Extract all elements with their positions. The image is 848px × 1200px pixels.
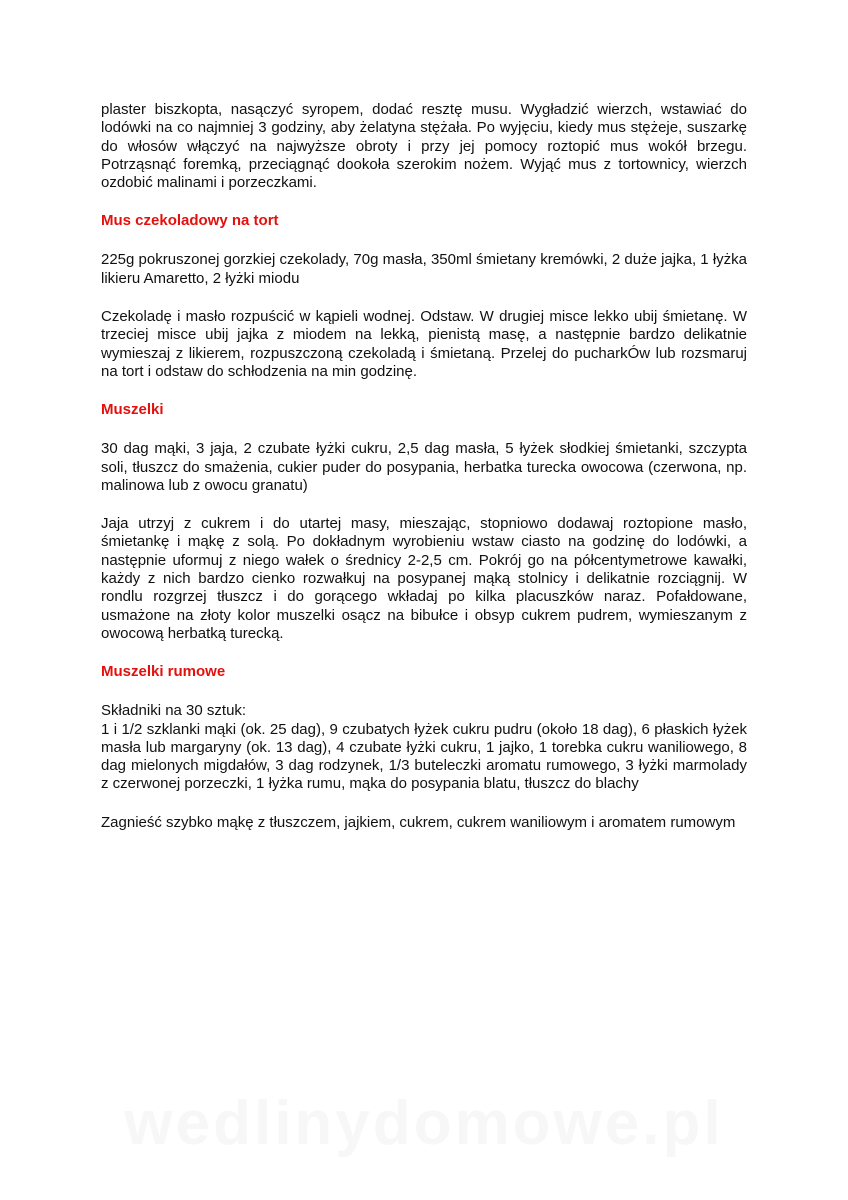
intro-paragraph: plaster biszkopta, nasączyć syropem, dodać resztę musu. Wygładzić wierzch, wstawiać do lodówki na co najmniej 3 godziny, aby żelatyna stężała. Po wyjęciu, kiedy mus stężeje, suszarkę do włosów włączyć na najwyższe obroty i przy jej pomocy roztopić mus wokół brzegu. Potrząsnąć foremką, przeciągnąć dookoła szerokim nożem. Wyjąć mus z tortownicy, wierzch ozdobić malinami i porzeczkami. [101,101,747,192]
muszelki-ingredients: 30 dag mąki, 3 jaja, 2 czubate łyżki cukru, 2,5 dag masła, 5 łyżek słodkiej śmietanki, szczypta soli, tłuszcz do smażenia, cukier puder do posypania, herbatka turecka owocowa (czerwona, np. malinowa lub z owocu granatu) [101,440,747,494]
rumowe-ingredients-header: Składniki na 30 sztuk: [101,702,247,720]
rumowe-method: Zagnieść szybko mąkę z tłuszczem, jajkiem, cukrem, cukrem waniliowym i aromatem rumowym [101,813,736,831]
mus-method: Czekoladę i masło rozpuścić w kąpieli wodnej. Odstaw. W drugiej misce lekko ubij śmietanę. W trzeciej misce ubij jajka z miodem na lekką, pienistą masę, a następnie bardzo delikatnie wymieszaj z likierem, rozpuszczoną czekoladą i śmietaną. Przelej do pucharkÓw lub rozsmaruj na tort i odstaw do schłodzenia na min godzinę. [101,308,747,380]
heading-muszelki-rumowe: Muszelki rumowe [101,663,226,681]
heading-mus-czekoladowy: Mus czekoladowy na tort [101,212,279,230]
document-page [101,101,747,832]
heading-muszelki: Muszelki [101,401,164,419]
muszelki-method: Jaja utrzyj z cukrem i do utartej masy, mieszając, stopniowo dodawaj roztopione masło, śmietankę i mąkę z solą. Po dokładnym wyrobieniu wstaw ciasto na godzinę do lodówki, a następnie uformuj z niego wałek o średnicy 2-2,5 cm. Pokrój go na półcentymetrowe kawałki, każdy z nich bardzo cienko rozwałkuj na posypanej mąką stolnicy i delikatnie rozciągnij. W rondlu rozgrzej tłuszcz i do gorącego wkładaj po kilka placuszków naraz. Pofałdowane, usmażone na złoty kolor muszelki osącz na bibułce i obsyp cukrem pudrem, wymieszanym z owocową herbatką turecką. [101,515,747,642]
mus-ingredients: 225g pokruszonej gorzkiej czekolady, 70g masła, 350ml śmietany kremówki, 2 duże jajka, 1 łyżka likieru Amaretto, 2 łyżki miodu [101,251,747,287]
rumowe-ingredients: 1 i 1/2 szklanki mąki (ok. 25 dag), 9 czubatych łyżek cukru pudru (około 18 dag), 6 płaskich łyżek masła lub margaryny (ok. 13 dag), 4 czubate łyżki cukru, 1 jajko, 1 torebka cukru waniliowego, 8 dag mielonych migdałów, 3 dag rodzynek, 1/3 buteleczki aromatu rumowego, 3 łyżki marmolady z czerwonej porzeczki, 1 łyżka rumu, mąka do posypania blatu, tłuszcz do blachy [101,720,747,793]
watermark-logo: wedlinydomowe.pl [124,1089,724,1158]
